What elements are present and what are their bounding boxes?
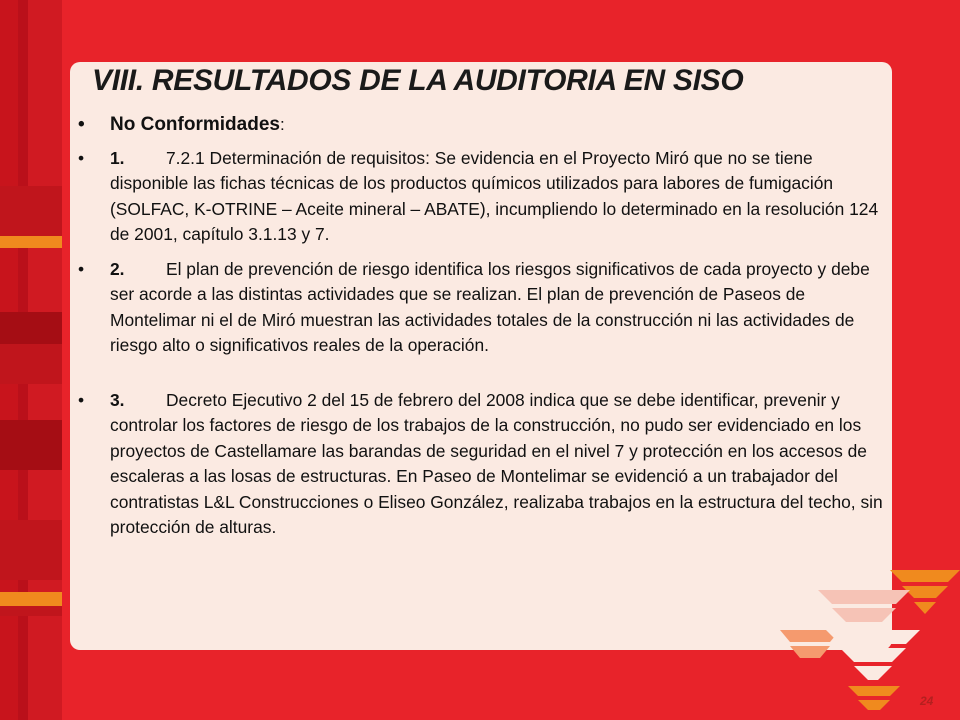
bullet: • — [78, 389, 85, 410]
stripe-block-orange — [0, 592, 62, 606]
stripe-block — [0, 186, 62, 236]
finding-number: 2. — [110, 258, 125, 279]
stripe-block — [0, 606, 62, 616]
stripe-block — [0, 520, 62, 580]
finding-text: 7.2.1 Determinación de requisitos: Se evidencia en el Proyecto Miró que no se tiene disponible las fichas técnicas de los productos químicos utilizados para labores de fumigación (SOLFAC, K-OTRINE – Aceite mineral – ABATE), incumpliendo lo determinado en la resolución 124 de 2001, capítulo 3.1.13 y 7. — [110, 147, 879, 244]
finding-item — [72, 146, 892, 248]
left-decorative-bar — [0, 0, 62, 720]
stripe-block-dark — [0, 420, 62, 470]
finding-item — [72, 257, 892, 359]
finding-item — [72, 388, 892, 541]
section-heading-colon: : — [279, 115, 285, 134]
finding-number: 3. — [110, 389, 125, 410]
stripe-block-orange — [0, 236, 62, 248]
finding-text: El plan de prevención de riesgo identifica los riesgos significativos de cada proyecto y debe ser acorde a las distintas actividades que se realizan. El plan de prevención de Paseos de Montelimar ni el de Miró muestran las actividades totales de la construcción ni las actividades de riesgo alto o significativos reales de la operación. — [110, 258, 870, 355]
findings-list — [72, 112, 892, 541]
bullet: • — [78, 114, 85, 135]
finding-number: 1. — [110, 147, 125, 168]
section-heading-item — [72, 112, 892, 138]
stripe-block — [0, 344, 62, 384]
bullet: • — [78, 258, 85, 279]
page-number: 24 — [920, 694, 934, 708]
finding-text: Decreto Ejecutivo 2 del 15 de febrero del 2008 indica que se debe identificar, prevenir y controlar los factores de riesgo de los trabajos de la construcción, no pudo ser evidenciado en los proyectos de Castellamare las barandas de seguridad en el nivel 7 y protección en los accesos de escaleras a las losas de estructuras. En Paseo de Montelimar se evidenció a un trabajador del contratistas L&L Construcciones o Eliseo González, realizaba trabajos en la estructura del techo, sin protección de alturas. — [110, 389, 883, 537]
bullet: • — [78, 147, 85, 168]
stripe-block-dark — [0, 312, 62, 344]
section-heading: No Conformidades — [110, 114, 280, 135]
slide-title: VIII. RESULTADOS DE LA AUDITORIA EN SISO — [92, 64, 744, 97]
